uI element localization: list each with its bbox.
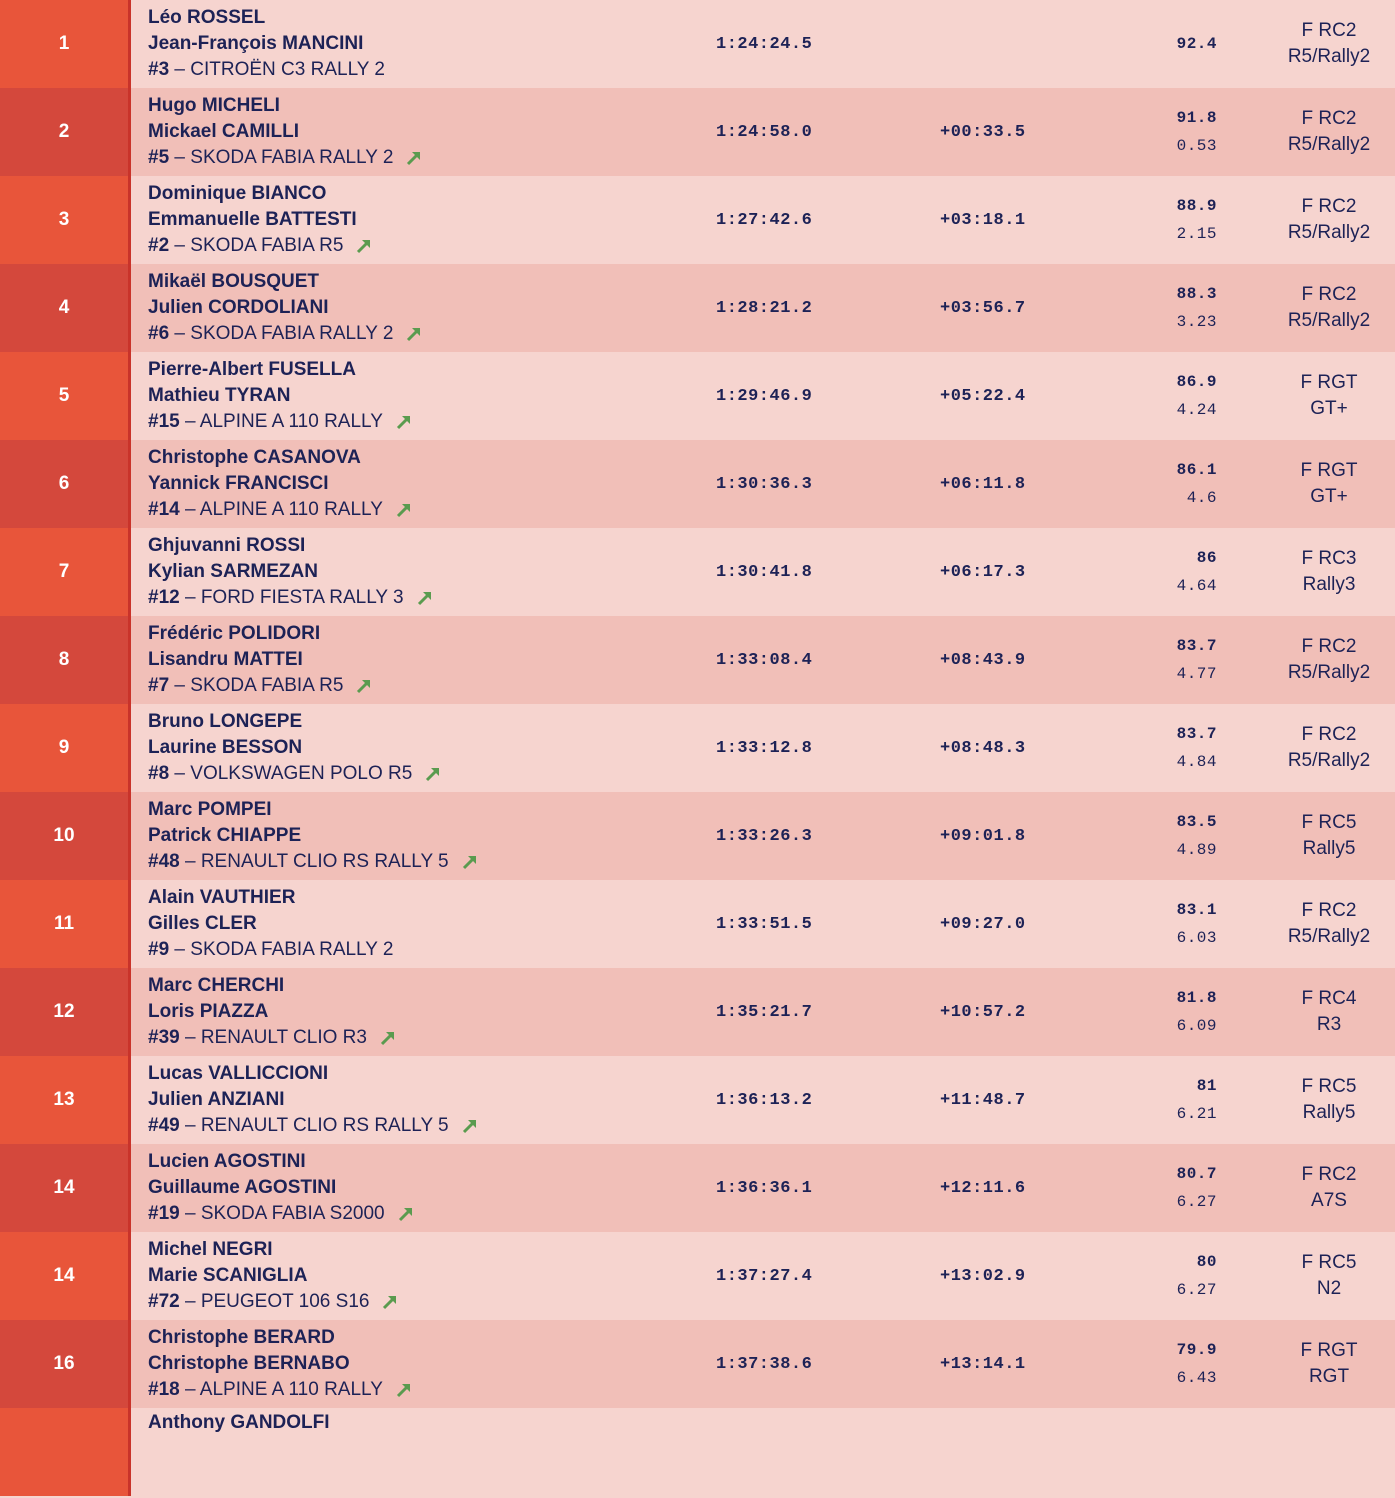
car-info [148, 1201, 415, 1227]
trend-up-arrow-icon [405, 149, 423, 167]
time-difference-per-km: 6.21 [1176, 1105, 1217, 1123]
driver-name[interactable]: Léo ROSSEL [148, 7, 266, 28]
driver-name[interactable]: Lucien AGOSTINI [148, 1151, 306, 1172]
car-separator: – [169, 763, 191, 784]
total-time: 1:33:26.3 [716, 826, 813, 846]
crew-cell [148, 440, 413, 528]
class-cell [1264, 616, 1394, 704]
codriver-name[interactable]: Lisandru MATTEI [148, 649, 303, 670]
codriver-name[interactable]: Christophe BERNABO [148, 1353, 350, 1374]
table-row[interactable] [0, 1408, 1395, 1496]
average-speed: 88.9 [1176, 197, 1217, 215]
average-speed: 86.1 [1176, 461, 1217, 479]
car-model: RENAULT CLIO R3 [200, 1027, 367, 1048]
driver-name[interactable]: Ghjuvanni ROSSI [148, 535, 306, 556]
position-cell: 16 [0, 1320, 131, 1408]
class-category: R5/Rally2 [1287, 310, 1371, 331]
car-number: #2 [148, 235, 170, 256]
class-group: F RC2 [1301, 20, 1357, 41]
speed-cell [1177, 88, 1217, 176]
class-group: F RC2 [1301, 284, 1357, 305]
total-time: 1:27:42.6 [716, 210, 813, 230]
position-cell: 13 [0, 1056, 131, 1144]
speed-cell [1177, 264, 1217, 352]
average-speed: 88.3 [1176, 285, 1217, 303]
codriver-name[interactable]: Kylian SARMEZAN [148, 561, 318, 582]
car-separator: – [179, 1027, 201, 1048]
class-cell [1264, 88, 1394, 176]
driver-name[interactable]: Alain VAUTHIER [148, 887, 296, 908]
codriver-name[interactable]: Marie SCANIGLIA [148, 1265, 308, 1286]
total-time: 1:24:24.5 [716, 34, 813, 54]
average-speed: 83.5 [1176, 813, 1217, 831]
table-row[interactable] [0, 880, 1395, 968]
average-speed: 81.8 [1176, 989, 1217, 1007]
table-row[interactable] [0, 264, 1395, 352]
speed-cell [1177, 1144, 1217, 1232]
car-separator: – [179, 587, 201, 608]
average-speed: 81 [1196, 1077, 1217, 1095]
time-difference-per-km: 6.27 [1176, 1281, 1217, 1299]
speed-cell [1177, 792, 1217, 880]
position-cell [0, 1408, 131, 1496]
speed-cell [1177, 704, 1217, 792]
car-separator: – [179, 851, 201, 872]
car-info [148, 673, 373, 699]
car-number: #49 [148, 1115, 180, 1136]
position-cell: 4 [0, 264, 131, 352]
position-cell: 10 [0, 792, 131, 880]
car-separator: – [169, 323, 191, 344]
time-gap: +09:01.8 [940, 826, 1026, 846]
time-difference-per-km: 0.53 [1176, 137, 1217, 155]
car-separator: – [179, 411, 200, 432]
car-model: SKODA FABIA R5 [190, 675, 344, 696]
position-cell: 5 [0, 352, 131, 440]
average-speed: 80 [1196, 1253, 1217, 1271]
class-cell [1264, 352, 1394, 440]
codriver-name[interactable]: Patrick CHIAPPE [148, 825, 302, 846]
driver-name[interactable]: Dominique BIANCO [148, 183, 327, 204]
position-cell: 3 [0, 176, 131, 264]
table-row[interactable] [0, 1320, 1395, 1408]
class-group: F RC2 [1301, 108, 1357, 129]
position-cell: 8 [0, 616, 131, 704]
average-speed: 83.7 [1176, 725, 1217, 743]
crew-cell [148, 264, 423, 352]
class-category: Rally3 [1302, 574, 1356, 595]
car-number: #18 [148, 1379, 180, 1400]
class-group: F RC5 [1301, 1252, 1357, 1273]
car-number: #39 [148, 1027, 180, 1048]
time-gap: +03:56.7 [940, 298, 1026, 318]
car-info [148, 57, 385, 83]
class-cell [1264, 1408, 1394, 1496]
codriver-name[interactable]: Guillaume AGOSTINI [148, 1177, 337, 1198]
car-number: #12 [148, 587, 180, 608]
car-info [148, 1025, 397, 1051]
class-category: R3 [1316, 1014, 1342, 1035]
position-cell: 12 [0, 968, 131, 1056]
driver-name[interactable]: Lucas VALLICCIONI [148, 1063, 329, 1084]
time-gap: +08:48.3 [940, 738, 1026, 758]
class-cell [1264, 1232, 1394, 1320]
class-category: R5/Rally2 [1287, 750, 1371, 771]
class-cell [1264, 528, 1394, 616]
position-cell: 2 [0, 88, 131, 176]
car-info [148, 233, 373, 259]
average-speed: 83.7 [1176, 637, 1217, 655]
crew-cell [148, 792, 479, 880]
car-info [148, 1113, 479, 1139]
time-difference-per-km: 6.09 [1176, 1017, 1217, 1035]
crew-cell [148, 968, 397, 1056]
car-number: #14 [148, 499, 180, 520]
speed-cell [1177, 880, 1217, 968]
time-gap: +12:11.6 [940, 1178, 1026, 1198]
speed-cell [1177, 1320, 1217, 1408]
average-speed: 91.8 [1176, 109, 1217, 127]
codriver-name[interactable]: Yannick FRANCISCI [148, 473, 329, 494]
class-category: R5/Rally2 [1287, 222, 1371, 243]
trend-up-arrow-icon [355, 237, 373, 255]
time-difference-per-km: 4.24 [1176, 401, 1217, 419]
car-model: PEUGEOT 106 S16 [200, 1291, 370, 1312]
average-speed: 80.7 [1176, 1165, 1217, 1183]
average-speed: 86 [1196, 549, 1217, 567]
class-category: Rally5 [1302, 838, 1356, 859]
total-time: 1:36:13.2 [716, 1090, 813, 1110]
crew-cell [148, 528, 434, 616]
speed-cell [1177, 440, 1217, 528]
table-row[interactable] [0, 704, 1395, 792]
time-difference-per-km: 2.15 [1176, 225, 1217, 243]
crew-cell [148, 880, 393, 968]
time-gap: +06:11.8 [940, 474, 1026, 494]
time-gap: +03:18.1 [940, 210, 1026, 230]
class-cell [1264, 176, 1394, 264]
time-difference-per-km: 6.43 [1176, 1369, 1217, 1387]
time-gap: +11:48.7 [940, 1090, 1026, 1110]
class-category: R5/Rally2 [1287, 46, 1371, 67]
table-row[interactable] [0, 440, 1395, 528]
average-speed: 79.9 [1176, 1341, 1217, 1359]
trend-up-arrow-icon [395, 501, 413, 519]
car-separator: – [169, 939, 191, 960]
class-category: N2 [1316, 1278, 1342, 1299]
total-time: 1:30:41.8 [716, 562, 813, 582]
time-difference-per-km: 6.27 [1176, 1193, 1217, 1211]
class-cell [1264, 0, 1394, 88]
car-number: #9 [148, 939, 170, 960]
speed-cell [1177, 1056, 1217, 1144]
class-category: RGT [1308, 1366, 1350, 1387]
total-time: 1:37:27.4 [716, 1266, 813, 1286]
total-time: 1:30:36.3 [716, 474, 813, 494]
time-gap: +10:57.2 [940, 1002, 1026, 1022]
driver-name[interactable]: Marc CHERCHI [148, 975, 285, 996]
car-number: #3 [148, 59, 170, 80]
class-cell [1264, 1144, 1394, 1232]
position-cell: 14 [0, 1144, 131, 1232]
car-separator: – [179, 1203, 201, 1224]
speed-cell [1177, 968, 1217, 1056]
car-separator: – [169, 147, 191, 168]
car-separator: – [179, 499, 200, 520]
table-row[interactable] [0, 352, 1395, 440]
time-difference-per-km: 4.64 [1176, 577, 1217, 595]
crew-cell [148, 1320, 413, 1408]
class-cell [1264, 704, 1394, 792]
crew-cell [148, 616, 373, 704]
table-row[interactable] [0, 176, 1395, 264]
car-model: VOLKSWAGEN POLO R5 [190, 763, 413, 784]
time-gap: +05:22.4 [940, 386, 1026, 406]
total-time: 1:33:08.4 [716, 650, 813, 670]
class-group: F RC2 [1301, 196, 1357, 217]
car-separator: – [169, 59, 191, 80]
class-group: F RC2 [1301, 724, 1357, 745]
time-difference-per-km: 4.84 [1176, 753, 1217, 771]
codriver-name[interactable]: Jean-François MANCINI [148, 33, 364, 54]
car-model: FORD FIESTA RALLY 3 [200, 587, 404, 608]
time-difference-per-km: 4.77 [1176, 665, 1217, 683]
class-category: Rally5 [1302, 1102, 1356, 1123]
total-time: 1:35:21.7 [716, 1002, 813, 1022]
average-speed: 92.4 [1176, 35, 1217, 53]
speed-cell [1177, 1232, 1217, 1320]
car-info [148, 849, 479, 875]
trend-up-arrow-icon [405, 325, 423, 343]
driver-name[interactable]: Frédéric POLIDORI [148, 623, 321, 644]
table-row[interactable] [0, 1056, 1395, 1144]
class-group: F RGT [1300, 372, 1358, 393]
average-speed: 83.1 [1176, 901, 1217, 919]
trend-up-arrow-icon [395, 1381, 413, 1399]
car-model: CITROËN C3 RALLY 2 [190, 59, 385, 80]
time-gap: +09:27.0 [940, 914, 1026, 934]
codriver-name[interactable]: Mathieu TYRAN [148, 385, 291, 406]
codriver-name[interactable]: Emmanuelle BATTESTI [148, 209, 357, 230]
crew-cell [148, 176, 373, 264]
car-number: #7 [148, 675, 170, 696]
total-time: 1:37:38.6 [716, 1354, 813, 1374]
total-time: 1:28:21.2 [716, 298, 813, 318]
position-cell: 11 [0, 880, 131, 968]
crew-cell [148, 0, 385, 88]
class-group: F RC2 [1301, 900, 1357, 921]
car-separator: – [169, 235, 191, 256]
car-info [148, 937, 393, 963]
codriver-name[interactable]: Mickael CAMILLI [148, 121, 299, 142]
trend-up-arrow-icon [424, 765, 442, 783]
class-group: F RGT [1300, 460, 1358, 481]
class-cell [1264, 264, 1394, 352]
table-row[interactable] [0, 528, 1395, 616]
crew-cell [148, 352, 413, 440]
speed-cell [1177, 0, 1217, 88]
class-group: F RC3 [1301, 548, 1357, 569]
class-cell [1264, 792, 1394, 880]
total-time: 1:33:12.8 [716, 738, 813, 758]
codriver-name[interactable]: Gilles CLER [148, 913, 257, 934]
car-info [148, 145, 423, 171]
average-speed: 86.9 [1176, 373, 1217, 391]
class-category: R5/Rally2 [1287, 926, 1371, 947]
class-group: F RC2 [1301, 636, 1357, 657]
position-cell: 7 [0, 528, 131, 616]
codriver-name[interactable]: Loris PIAZZA [148, 1001, 269, 1022]
car-model: SKODA FABIA S2000 [200, 1203, 385, 1224]
car-separator: – [169, 675, 191, 696]
driver-name[interactable]: Bruno LONGEPE [148, 711, 303, 732]
car-info [148, 409, 413, 435]
table-row[interactable] [0, 0, 1395, 88]
class-group: F RC2 [1301, 1164, 1357, 1185]
time-difference-per-km: 4.6 [1186, 489, 1217, 507]
total-time: 1:29:46.9 [716, 386, 813, 406]
driver-name[interactable]: Christophe CASANOVA [148, 447, 361, 468]
car-model: SKODA FABIA RALLY 2 [190, 147, 394, 168]
table-row[interactable] [0, 792, 1395, 880]
car-number: #5 [148, 147, 170, 168]
table-row[interactable] [0, 88, 1395, 176]
time-gap: +13:02.9 [940, 1266, 1026, 1286]
driver-name[interactable]: Christophe BERARD [148, 1327, 335, 1348]
car-model: ALPINE A 110 RALLY [199, 1379, 383, 1400]
time-difference-per-km: 4.89 [1176, 841, 1217, 859]
table-row[interactable] [0, 616, 1395, 704]
time-difference-per-km: 3.23 [1176, 313, 1217, 331]
class-category: A7S [1311, 1190, 1347, 1211]
car-model: ALPINE A 110 RALLY [199, 411, 383, 432]
position-cell: 1 [0, 0, 131, 88]
car-separator: – [179, 1291, 201, 1312]
class-category: R5/Rally2 [1287, 134, 1371, 155]
speed-cell [1177, 528, 1217, 616]
crew-cell [148, 1232, 399, 1320]
class-cell [1264, 440, 1394, 528]
driver-name[interactable]: Anthony GANDOLFI [148, 1412, 330, 1433]
car-separator: – [179, 1379, 200, 1400]
class-cell [1264, 1320, 1394, 1408]
position-cell: 6 [0, 440, 131, 528]
codriver-name[interactable]: Julien CORDOLIANI [148, 297, 329, 318]
class-category: GT+ [1310, 398, 1348, 419]
position-cell: 9 [0, 704, 131, 792]
class-cell [1264, 968, 1394, 1056]
total-time: 1:36:36.1 [716, 1178, 813, 1198]
total-time: 1:24:58.0 [716, 122, 813, 142]
driver-name[interactable]: Pierre-Albert FUSELLA [148, 359, 356, 380]
position-cell: 14 [0, 1232, 131, 1320]
car-model: SKODA FABIA R5 [190, 235, 344, 256]
crew-cell [148, 704, 442, 792]
time-gap: +00:33.5 [940, 122, 1026, 142]
car-number: #72 [148, 1291, 180, 1312]
time-gap: +08:43.9 [940, 650, 1026, 670]
codriver-name[interactable]: Julien ANZIANI [148, 1089, 285, 1110]
trend-up-arrow-icon [379, 1029, 397, 1047]
table-row[interactable] [0, 1232, 1395, 1320]
trend-up-arrow-icon [461, 1117, 479, 1135]
car-model: RENAULT CLIO RS RALLY 5 [200, 1115, 449, 1136]
total-time: 1:33:51.5 [716, 914, 813, 934]
trend-up-arrow-icon [416, 589, 434, 607]
trend-up-arrow-icon [395, 413, 413, 431]
speed-cell [1177, 176, 1217, 264]
car-number: #19 [148, 1203, 180, 1224]
time-gap: +13:14.1 [940, 1354, 1026, 1374]
trend-up-arrow-icon [461, 853, 479, 871]
car-number: #6 [148, 323, 170, 344]
trend-up-arrow-icon [381, 1293, 399, 1311]
car-info [148, 1377, 413, 1403]
car-model: SKODA FABIA RALLY 2 [190, 323, 394, 344]
crew-cell [148, 1056, 479, 1144]
class-group: F RC5 [1301, 812, 1357, 833]
table-row[interactable] [0, 1144, 1395, 1232]
speed-cell [1177, 616, 1217, 704]
driver-name[interactable]: Michel NEGRI [148, 1239, 273, 1260]
car-info [148, 761, 442, 787]
car-separator: – [179, 1115, 201, 1136]
trend-up-arrow-icon [397, 1205, 415, 1223]
car-info [148, 585, 434, 611]
crew-cell [148, 88, 423, 176]
driver-name[interactable]: Mikaël BOUSQUET [148, 271, 320, 292]
car-model: RENAULT CLIO RS RALLY 5 [200, 851, 449, 872]
class-category: GT+ [1310, 486, 1348, 507]
class-category: R5/Rally2 [1287, 662, 1371, 683]
trend-up-arrow-icon [355, 677, 373, 695]
class-group: F RC5 [1301, 1076, 1357, 1097]
car-number: #15 [148, 411, 180, 432]
car-info [148, 1289, 399, 1315]
crew-cell [148, 1144, 415, 1232]
car-model: ALPINE A 110 RALLY [199, 499, 383, 520]
crew-cell [148, 1410, 330, 1498]
class-cell [1264, 880, 1394, 968]
car-model: SKODA FABIA RALLY 2 [190, 939, 394, 960]
codriver-name[interactable]: Laurine BESSON [148, 737, 303, 758]
car-info [148, 497, 413, 523]
class-group: F RC4 [1301, 988, 1357, 1009]
car-number: #8 [148, 763, 170, 784]
class-group: F RGT [1300, 1340, 1358, 1361]
class-cell [1264, 1056, 1394, 1144]
time-gap: +06:17.3 [940, 562, 1026, 582]
car-info [148, 321, 423, 347]
car-number: #48 [148, 851, 180, 872]
table-row[interactable] [0, 968, 1395, 1056]
time-difference-per-km: 6.03 [1176, 929, 1217, 947]
driver-name[interactable]: Marc POMPEI [148, 799, 272, 820]
driver-name[interactable]: Hugo MICHELI [148, 95, 280, 116]
speed-cell [1177, 352, 1217, 440]
